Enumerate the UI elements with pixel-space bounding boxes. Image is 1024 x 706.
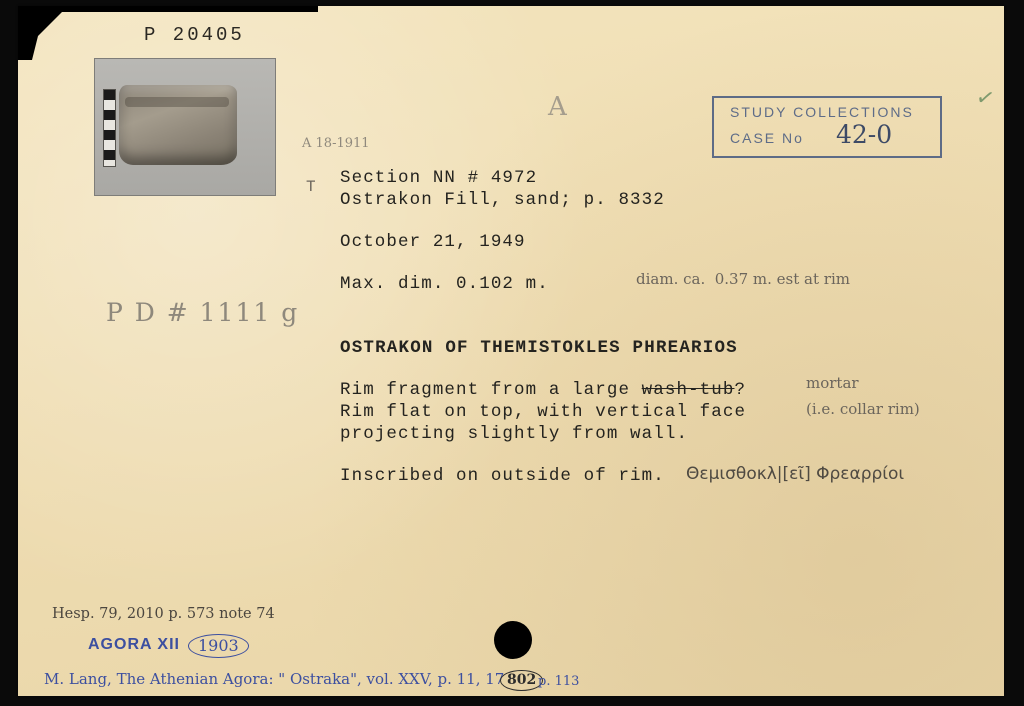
punch-hole: [494, 621, 532, 659]
agora-volume-label: AGORA XII: [88, 636, 180, 653]
page-reference: p. 113: [538, 674, 580, 689]
study-collections-stamp: [712, 96, 942, 158]
pencil-t-mark: T: [306, 178, 316, 196]
photo-scale-bar: [103, 89, 116, 167]
page-number-circle: 802: [500, 670, 543, 691]
pencil-mortar-note: mortar: [806, 374, 859, 392]
desc-line-1-struck-text: wash-tub: [641, 380, 735, 400]
check-mark-icon: ✓: [973, 84, 997, 113]
pencil-smudge-mark: A: [548, 92, 567, 122]
typed-description-line-2: Rim flat on top, with vertical face: [340, 402, 747, 422]
greek-inscription-text: Θεμισθοκλ|[εῖ] Φρεαρρίοι: [686, 464, 905, 484]
archive-catalog-card: [18, 6, 1004, 696]
typed-max-dimension: Max. dim. 0.102 m.: [340, 274, 549, 294]
typed-section: Section NN # 4972: [340, 168, 538, 188]
typed-description-line-1: [340, 380, 746, 400]
typed-date: October 21, 1949: [340, 232, 526, 252]
hesperia-reference: Hesp. 79, 2010 p. 573 note 74: [52, 606, 275, 622]
stamp-line-1: STUDY COLLECTIONS: [730, 104, 914, 120]
typed-context: Ostrakon Fill, sand; p. 8332: [340, 190, 665, 210]
pottery-fragment-image: [119, 85, 237, 165]
pencil-pd-number: P D # 1111 g: [106, 298, 300, 327]
lang-publication-reference: M. Lang, The Athenian Agora: " Ostraka", vol. XXV, p. 11, 17: [44, 670, 505, 688]
pencil-a-reference: A 18-1911: [302, 136, 370, 151]
pencil-diameter-note: diam. ca. 0.37 m. est at rim: [636, 270, 850, 288]
typed-description-line-3: projecting slightly from wall.: [340, 424, 689, 444]
sherd-photograph: [94, 58, 276, 196]
desc-line-1-suffix: ?: [734, 380, 747, 400]
typed-inscribed-label: Inscribed on outside of rim.: [340, 466, 665, 486]
pencil-collar-rim-note: (i.e. collar rim): [806, 400, 920, 418]
stamp-case-number: 42-0: [836, 120, 893, 149]
typed-title: OSTRAKON OF THEMISTOKLES PHREARIOS: [340, 338, 738, 358]
desc-line-1-prefix: Rim fragment from a large: [340, 380, 642, 400]
catalog-number: P 20405: [144, 24, 245, 46]
agora-catalog-number: 1903: [188, 634, 249, 658]
stamp-line-2: CASE No: [730, 130, 804, 146]
